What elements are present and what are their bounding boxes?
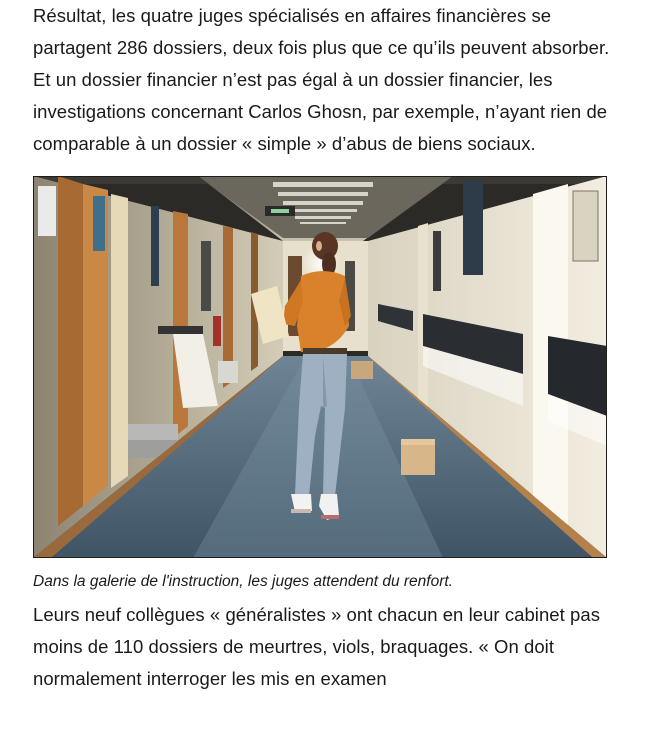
article-figure bbox=[33, 176, 607, 592]
corridor-photo bbox=[33, 176, 607, 558]
article-paragraph: Résultat, les quatre juges spécialisés en affaires financières se partagent 286 dossiers, deux fois plus que ce qu’ils peuvent absorber. Et un dossier financier n’est pas égal à un dossier financier, les investigations concernant Carlos Ghosn, par exemple, n’ayant rien de comparable à un dossier « simple » d’abus de biens sociaux. bbox=[33, 5, 610, 154]
article-paragraph: Leurs neuf collègues « généralistes » ont chacun en leur cabinet pas moins de 110 dossiers de meurtres, viols, braquages. « On doit normalement interroger les mis en examen bbox=[33, 604, 600, 689]
article-body bbox=[33, 0, 623, 695]
figure-caption: Dans la galerie de l'instruction, les juges attendent du renfort. bbox=[33, 573, 453, 590]
